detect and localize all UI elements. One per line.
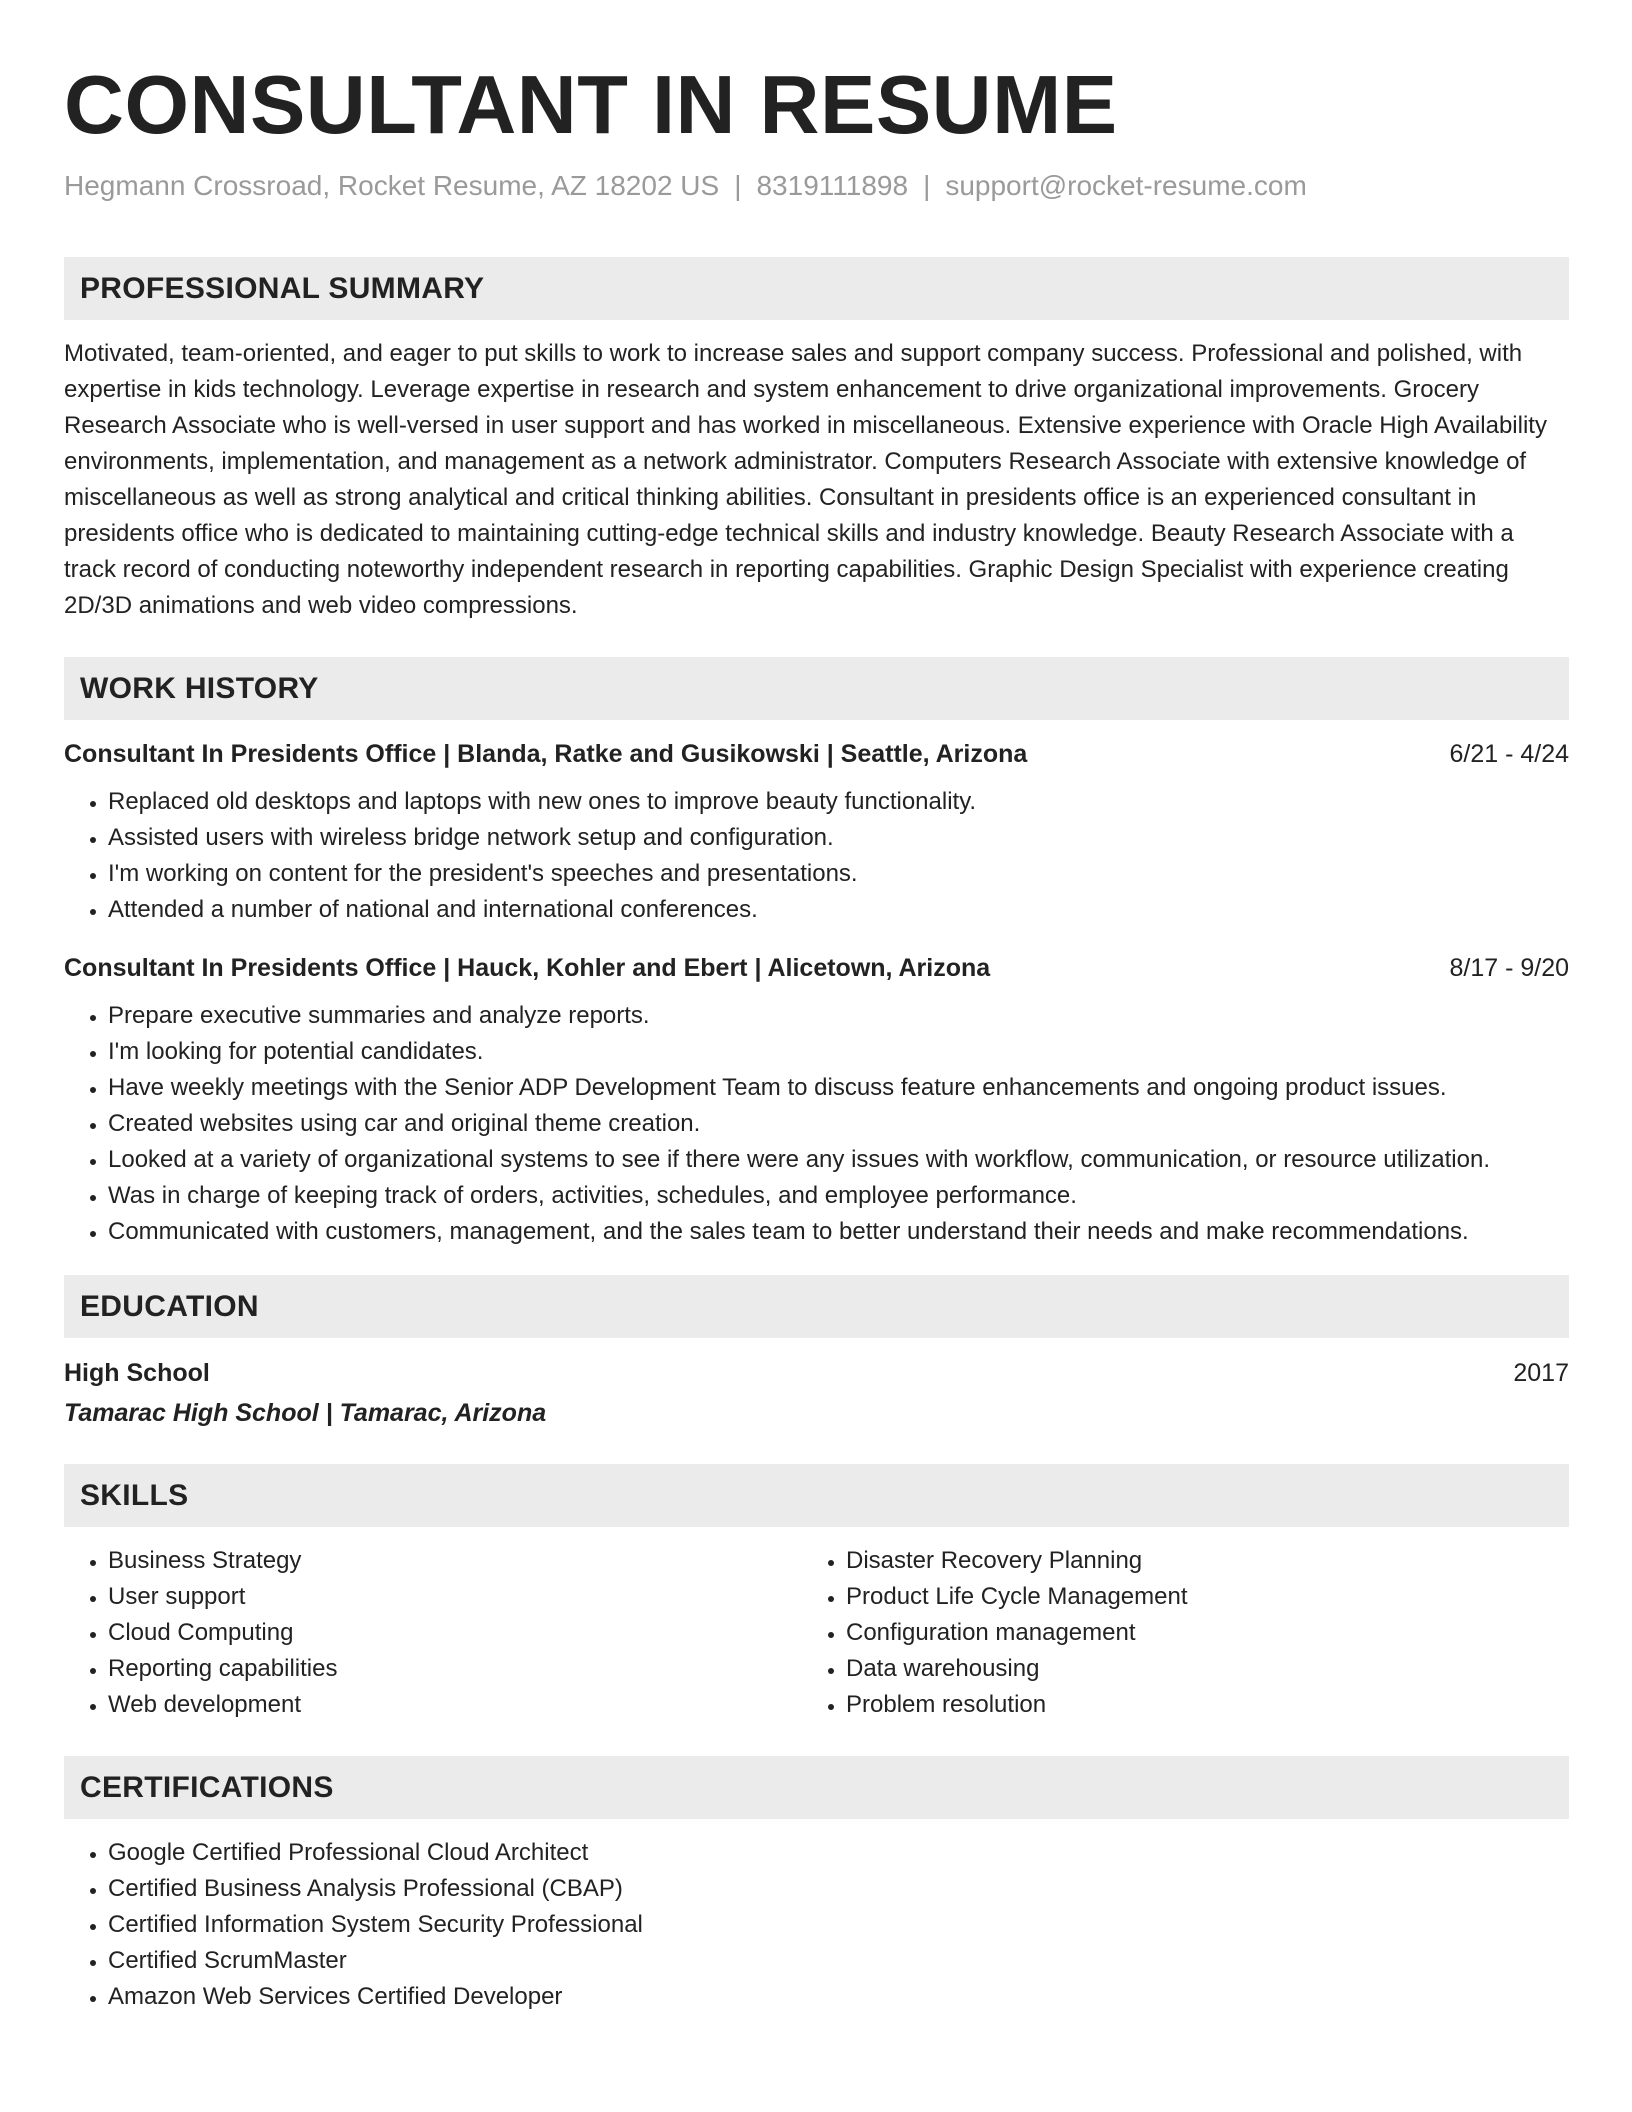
summary-text: Motivated, team-oriented, and eager to put skills to work to increase sales and support company success. Professional and polished, with expertise in kids technology. Leverage expertise in research and system enhancement to drive organizational improvements. Grocery Research Associate who is well-versed in user support and has worked in miscellaneous. Extensive experience with Oracle High Availability environments, implementation, and management as a network administrator. Computers Research Associate with extensive knowledge of miscellaneous as well as strong analytical and critical thinking abilities. Consultant in presidents office is an experienced consultant in presidents office who is dedicated to maintaining cutting-edge technical skills and industry knowledge. Beauty Research Associate with a track record of conducting noteworthy independent research in reporting capabilities. Graphic Design Specialist with experience creating 2D/3D animations and web video compressions. bbox=[64, 340, 1547, 619]
education-school: Tamarac High School | Tamarac, Arizona bbox=[64, 1399, 547, 1427]
job-bullets bbox=[64, 784, 1569, 928]
job-bullet: • Prepare executive summaries and analyze reports. bbox=[108, 998, 1569, 1034]
skill-item: • Web development bbox=[108, 1687, 802, 1723]
skill-item: • Business Strategy bbox=[108, 1543, 802, 1579]
resume-name: CONSULTANT IN RESUME bbox=[64, 58, 1118, 151]
education-degree: High School bbox=[64, 1359, 210, 1387]
education-entry bbox=[64, 1355, 1569, 1431]
job-title: Consultant In Presidents Office | Hauck, Kohler and Ebert | Alicetown, Arizona bbox=[64, 954, 991, 982]
job-entry bbox=[64, 950, 1569, 1250]
job-dates: 6/21 - 4/24 bbox=[1449, 740, 1569, 768]
skills-list-right bbox=[802, 1543, 1540, 1723]
skills-list-left bbox=[64, 1543, 802, 1723]
contact-separator: | bbox=[734, 170, 742, 201]
job-bullet: • Attended a number of national and international conferences. bbox=[108, 892, 1569, 928]
job-bullet: • I'm looking for potential candidates. bbox=[108, 1034, 1569, 1070]
skill-item: • Product Life Cycle Management bbox=[846, 1579, 1540, 1615]
contact-separator: | bbox=[923, 170, 931, 201]
job-dates: 8/17 - 9/20 bbox=[1449, 954, 1569, 982]
contact-phone: 8319111898 bbox=[756, 170, 909, 201]
job-title: Consultant In Presidents Office | Blanda, Ratke and Gusikowski | Seattle, Arizona bbox=[64, 740, 1028, 768]
education-year: 2017 bbox=[1513, 1359, 1569, 1387]
certification-item: • Google Certified Professional Cloud Architect bbox=[108, 1835, 1569, 1871]
certifications-list bbox=[64, 1835, 1569, 2015]
contact-address: Hegmann Crossroad, Rocket Resume, AZ 18202 US bbox=[64, 170, 720, 201]
certification-item: • Certified Information System Security Professional bbox=[108, 1907, 1569, 1943]
job-bullets bbox=[64, 998, 1569, 1250]
job-bullet: • Looked at a variety of organizational systems to see if there were any issues with workflow, communication, or resource utilization. bbox=[108, 1142, 1569, 1178]
skill-item: • User support bbox=[108, 1579, 802, 1615]
skill-item: • Data warehousing bbox=[846, 1651, 1540, 1687]
job-bullet: • Created websites using car and original theme creation. bbox=[108, 1106, 1569, 1142]
contact-email: support@rocket-resume.com bbox=[945, 170, 1307, 201]
job-bullet: • Have weekly meetings with the Senior ADP Development Team to discuss feature enhancements and ongoing product issues. bbox=[108, 1070, 1569, 1106]
summary-heading: PROFESSIONAL SUMMARY bbox=[64, 257, 1569, 320]
skill-item: • Disaster Recovery Planning bbox=[846, 1543, 1540, 1579]
contact-line bbox=[64, 168, 1569, 204]
job-bullet: • Assisted users with wireless bridge network setup and configuration. bbox=[108, 820, 1569, 856]
job-bullet: • Replaced old desktops and laptops with new ones to improve beauty functionality. bbox=[108, 784, 1569, 820]
skill-item: • Problem resolution bbox=[846, 1687, 1540, 1723]
certification-item: • Certified ScrumMaster bbox=[108, 1943, 1569, 1979]
skill-item: • Reporting capabilities bbox=[108, 1651, 802, 1687]
job-bullet: • Was in charge of keeping track of orders, activities, schedules, and employee performance. bbox=[108, 1178, 1569, 1214]
job-entry bbox=[64, 736, 1569, 928]
skills-columns bbox=[64, 1527, 1569, 1723]
skill-item: • Configuration management bbox=[846, 1615, 1540, 1651]
certifications-heading: CERTIFICATIONS bbox=[64, 1756, 1569, 1819]
job-bullet: • I'm working on content for the president's speeches and presentations. bbox=[108, 856, 1569, 892]
education-heading: EDUCATION bbox=[64, 1275, 1569, 1338]
work-history-heading: WORK HISTORY bbox=[64, 657, 1569, 720]
certification-item: • Certified Business Analysis Professional (CBAP) bbox=[108, 1871, 1569, 1907]
skills-heading: SKILLS bbox=[64, 1464, 1569, 1527]
certification-item: • Amazon Web Services Certified Developer bbox=[108, 1979, 1569, 2015]
job-bullet: • Communicated with customers, management, and the sales team to better understand their needs and make recommendations. bbox=[108, 1214, 1569, 1250]
skill-item: • Cloud Computing bbox=[108, 1615, 802, 1651]
